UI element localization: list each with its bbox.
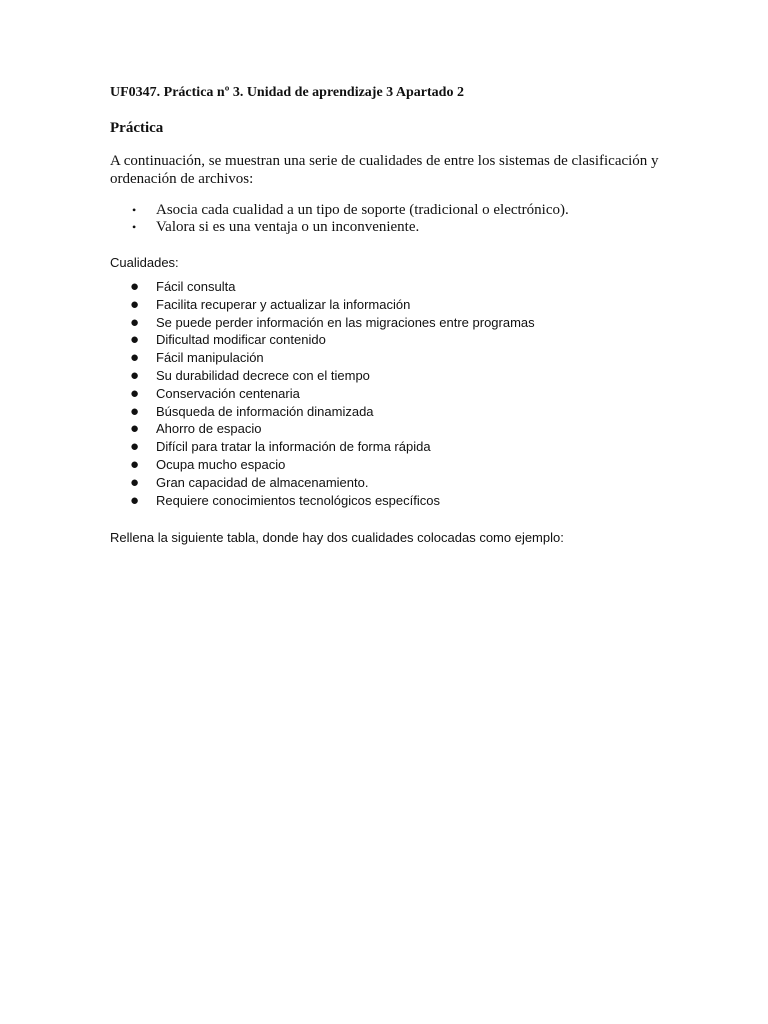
bullet-icon: ● xyxy=(130,313,140,331)
quality-text: Su durabilidad decrece con el tiempo xyxy=(156,367,370,383)
bullet-icon: ● xyxy=(130,331,140,349)
quality-text: Ahorro de espacio xyxy=(156,421,262,437)
quality-item xyxy=(110,438,670,456)
bullet-icon: ● xyxy=(130,438,140,456)
intro-paragraph: A continuación, se muestran una serie de cualidades de entre los sistemas de clasificación y ordenación de archivos: xyxy=(110,153,659,187)
quality-item xyxy=(110,314,670,332)
bullet-icon: ● xyxy=(130,349,140,367)
table-instruction: Rellena la siguiente tabla, donde hay dos cualidades colocadas como ejemplo: xyxy=(110,530,564,546)
task-text: Asocia cada cualidad a un tipo de soporte (tradicional o electrónico). xyxy=(156,202,569,218)
quality-item xyxy=(110,278,670,296)
bullet-icon: • xyxy=(132,220,137,234)
quality-text: Se puede perder información en las migraciones entre programas xyxy=(156,314,535,330)
bullet-icon: ● xyxy=(130,402,140,420)
task-list xyxy=(110,202,670,236)
bullet-icon: ● xyxy=(130,491,140,509)
bullet-icon: ● xyxy=(130,420,140,438)
quality-item xyxy=(110,492,670,510)
quality-item xyxy=(110,420,670,438)
quality-item xyxy=(110,331,670,349)
quality-text: Facilita recuperar y actualizar la información xyxy=(156,296,411,312)
quality-item xyxy=(110,367,670,385)
section-heading: Práctica xyxy=(110,120,164,136)
quality-item xyxy=(110,456,670,474)
qualities-heading: Cualidades: xyxy=(110,255,179,270)
quality-text: Difícil para tratar la información de forma rápida xyxy=(156,439,431,455)
quality-text: Fácil manipulación xyxy=(156,350,264,366)
task-item xyxy=(110,219,670,236)
bullet-icon: ● xyxy=(130,295,140,313)
quality-text: Requiere conocimientos tecnológicos específicos xyxy=(156,492,440,508)
quality-item xyxy=(110,385,670,403)
quality-item xyxy=(110,296,670,314)
bullet-icon: ● xyxy=(130,366,140,384)
quality-item xyxy=(110,474,670,492)
task-text: Valora si es una ventaja o un inconveniente. xyxy=(156,219,420,235)
bullet-icon: • xyxy=(132,203,137,217)
quality-text: Dificultad modificar contenido xyxy=(156,332,326,348)
quality-text: Búsqueda de información dinamizada xyxy=(156,403,374,419)
qualities-list xyxy=(110,278,670,509)
bullet-icon: ● xyxy=(130,473,140,491)
quality-item xyxy=(110,403,670,421)
bullet-icon: ● xyxy=(130,278,140,295)
quality-text: Conservación centenaria xyxy=(156,385,300,401)
quality-item xyxy=(110,349,670,367)
task-item xyxy=(110,202,670,219)
document-title: UF0347. Práctica nº 3. Unidad de aprendizaje 3 Apartado 2 xyxy=(110,85,464,100)
quality-text: Fácil consulta xyxy=(156,279,236,294)
document-page xyxy=(110,84,670,547)
quality-text: Ocupa mucho espacio xyxy=(156,456,286,472)
bullet-icon: ● xyxy=(130,384,140,402)
quality-text: Gran capacidad de almacenamiento. xyxy=(156,474,369,490)
bullet-icon: ● xyxy=(130,455,140,473)
